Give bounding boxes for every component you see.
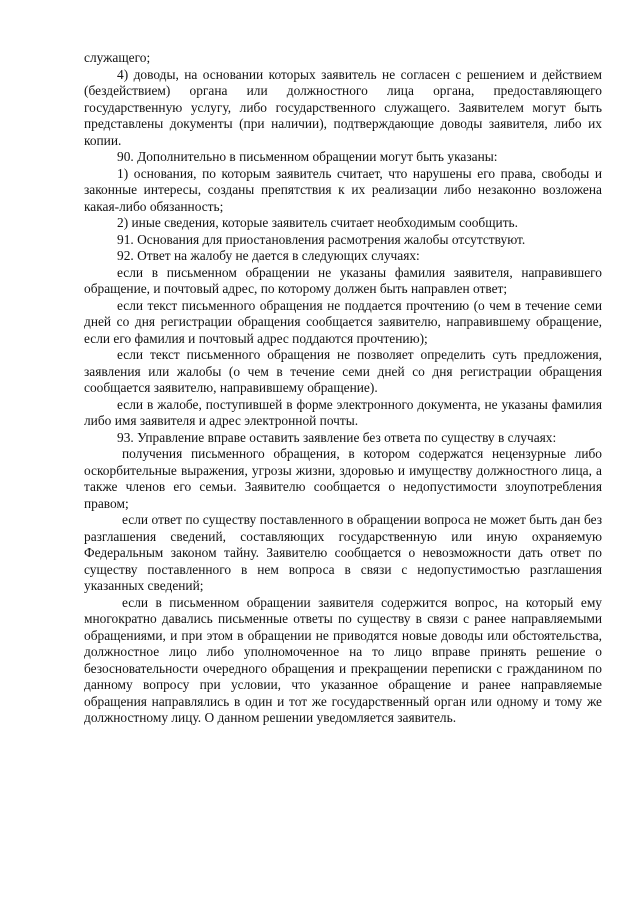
- paragraph-92-case-3: если текст письменного обращения не позволяет определить суть предложения, заявления или жалобы (о чем в течение семи дней со дня регистрации обращения сообщается заявителю, направившему обращение).: [84, 347, 602, 395]
- paragraph-90-item-1: 1) основания, по которым заявитель считает, что нарушены его права, свободы и законные интересы, созданы препятствия к их реализации либо незаконно возложена какая-либо обязанность;: [84, 165, 602, 214]
- paragraph-93: 93. Управление вправе оставить заявление без ответа по существу в случаях:: [117, 429, 557, 445]
- paragraph-continuation: служащего;: [84, 50, 151, 65]
- paragraph-93-case-1: получения письменного обращения, в котором содержатся нецензурные либо оскорбительные выражения, угрозы жизни, здоровью и имуществу должностного лица, а также членов его семьи. Заявителю сообщается о недопустимости злоупотребления правом;: [84, 446, 602, 511]
- paragraph-92-case-2: если текст письменного обращения не поддается прочтению (о чем в течение семи дней со дня регистрации обращения сообщается заявителю, направившему обращение, если его фамилия и почтовый адрес поддаются прочтению);: [84, 297, 602, 346]
- paragraph-92-case-4: если в жалобе, поступившей в форме электронного документа, не указаны фамилия либо имя заявителя и адрес электронной почты.: [84, 396, 602, 428]
- paragraph-93-case-3: если в письменном обращении заявителя содержится вопрос, на который ему многократно давались письменные ответы по существу в связи с ранее направляемыми обращениями, и при этом в обращении не приводятся новые доводы или обстоятельства, должностное лицо либо уполномоченное на то лицо вправе принять решение о безосновательности очередного обращения и прекращении переписки с гражданином по данному вопросу при условии, что указанное обращение и ранее направляемые обращения направлялись в один и тот же государственный орган или одному и тому же должностному лицу. О данном решении уведомляется заявитель.: [84, 594, 602, 725]
- paragraph-item-4: 4) доводы, на основании которых заявитель не согласен с решением и действием (бездействием) органа или должностного лица органа, предоставляющего государственную услугу, либо государственного служащего. Заявителем могут быть представлены документы (при наличии), подтверждающие доводы заявителя, либо их копии.: [84, 66, 602, 148]
- paragraph-92: 92. Ответ на жалобу не дается в следующих случаях:: [117, 248, 420, 263]
- paragraph-92-case-1: если в письменном обращении не указаны фамилия заявителя, направившего обращение, и почтовый адрес, по которому должен быть направлен ответ;: [84, 264, 602, 296]
- paragraph-90-item-2: 2) иные сведения, которые заявитель считает необходимым сообщить.: [117, 215, 519, 230]
- paragraph-91: 91. Основания для приостановления расмотрения жалобы отсутствуют.: [117, 231, 526, 247]
- paragraph-90: 90. Дополнительно в письменном обращении могут быть указаны:: [117, 149, 498, 164]
- paragraph-93-case-2: если ответ по существу поставленного в обращении вопроса не может быть дан без разглашения сведений, составляющих государственную или иную охраняемую Федеральным законом тайну. Заявителю сообщается о невозможности дать ответ по существу поставленного в нем вопроса в связи с недопустимостью разглашения указанных сведений;: [84, 512, 602, 593]
